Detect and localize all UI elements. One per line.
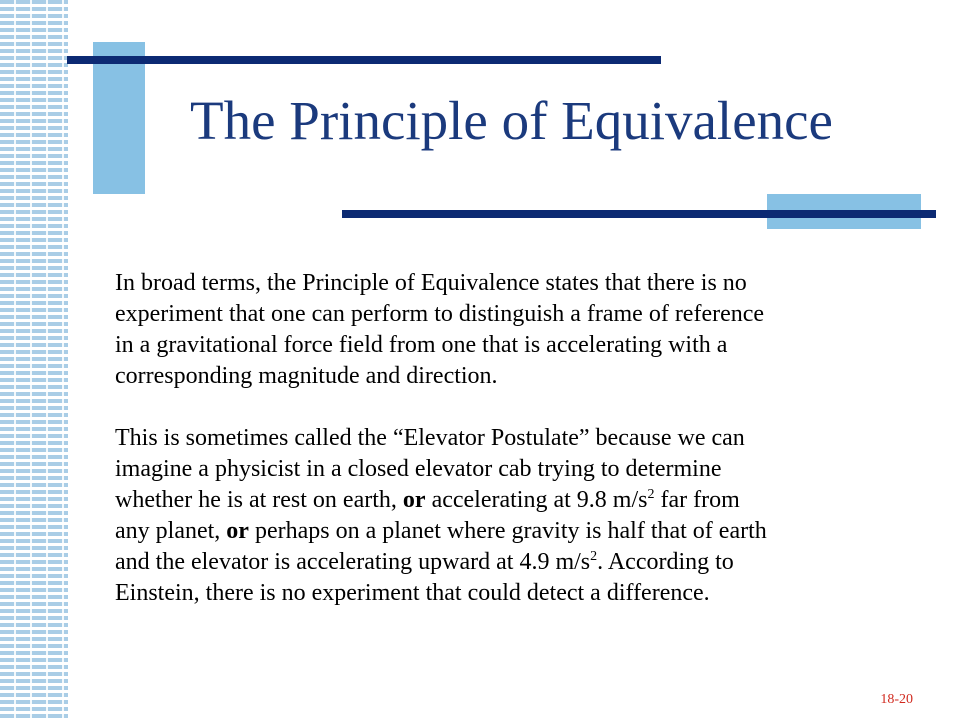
slide-body [115, 268, 855, 609]
paragraph-2-line: This is sometimes called the “Elevator Postulate” because we can [115, 425, 745, 451]
top-accent-block [93, 42, 145, 194]
paragraph-2-line [115, 547, 855, 578]
text-fragment: any planet, [115, 518, 227, 544]
paragraph-gap [115, 392, 855, 423]
text-fragment: . According to [597, 549, 734, 575]
text-fragment: perhaps on a planet where gravity is half that of earth [248, 518, 767, 544]
slide-title: The Principle of Equivalence [190, 90, 833, 151]
text-fragment: and the elevator is accelerating upward at 4.9 m/s [115, 549, 591, 575]
paragraph-1-line: in a gravitational force field from one that is accelerating with a [115, 332, 728, 358]
paragraph-2-line: Einstein, there is no experiment that could detect a difference. [115, 580, 710, 606]
slide-number: 18-20 [880, 692, 913, 707]
paragraph-1-line: corresponding magnitude and direction. [115, 363, 498, 389]
left-striped-border [0, 0, 68, 720]
text-fragment: accelerating at 9.8 m/s [425, 487, 648, 513]
paragraph-1-line: experiment that one can perform to distinguish a frame of reference [115, 301, 765, 327]
bold-or: or [402, 487, 426, 513]
text-fragment: far from [654, 487, 740, 513]
paragraph-2-line: imagine a physicist in a closed elevator cab trying to determine [115, 456, 722, 482]
bottom-accent-line [342, 210, 936, 218]
bold-or: or [226, 518, 249, 544]
superscript-2: 2 [647, 487, 655, 502]
top-accent-line [67, 56, 661, 64]
paragraph-1-line: In broad terms, the Principle of Equivalence states that there is no [115, 270, 747, 296]
paragraph-2-line [115, 516, 855, 547]
paragraph-2-line [115, 485, 855, 516]
superscript-2: 2 [590, 549, 598, 564]
text-fragment: whether he is at rest on earth, [115, 487, 403, 513]
